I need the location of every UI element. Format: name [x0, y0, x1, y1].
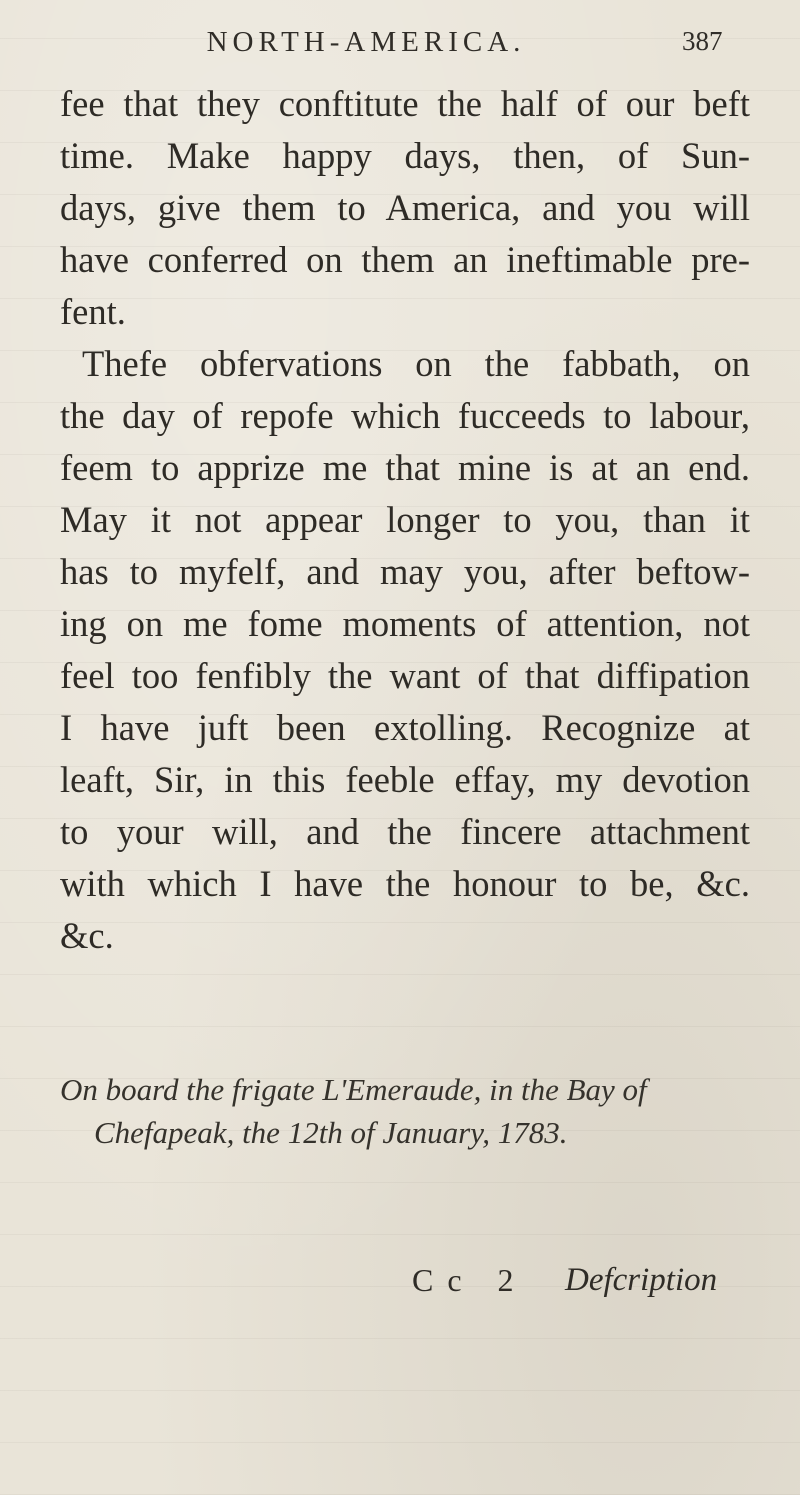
dateline-line: Chefapeak, the 12th of January, 1783. — [94, 1115, 568, 1150]
body-text — [60, 78, 750, 962]
text-line: &c. — [60, 915, 114, 956]
dateline — [60, 1068, 760, 1154]
text-line: feel too fenfibly the want of that diffipation — [60, 655, 750, 696]
paragraph-start-line: Thefe obfervations on the fabbath, on — [82, 343, 750, 384]
text-line: leaft, Sir, in this feeble effay, my devotion — [60, 759, 750, 800]
text-line: time. Make happy days, then, of Sun- — [60, 135, 750, 176]
text-line: to your will, and the fincere attachment — [60, 811, 750, 852]
dateline-line: On board the frigate L'Emeraude, in the Bay of — [60, 1072, 647, 1107]
page-number: 387 — [682, 26, 723, 56]
text-line: May it not appear longer to you, than it — [60, 499, 750, 540]
text-line: I have juft been extolling. Recognize at — [60, 707, 750, 748]
page-footer — [0, 1262, 800, 1312]
text-line: fent. — [60, 291, 126, 332]
text-line: the day of repofe which fucceeds to labour, — [60, 395, 750, 436]
running-head-title: NORTH-AMERICA. — [206, 26, 526, 58]
text-line: have conferred on them an ineftimable pre- — [60, 239, 750, 280]
text-line: has to myfelf, and may you, after beftow- — [60, 551, 750, 592]
catchword: Defcription — [565, 1262, 718, 1298]
text-line: feem to apprize me that mine is at an end. — [60, 447, 750, 488]
text-line: with which I have the honour to be, &c. — [60, 863, 750, 904]
running-head — [0, 26, 800, 66]
text-line: fee that they conftitute the half of our beft — [60, 83, 750, 124]
text-line: days, give them to America, and you will — [60, 187, 750, 228]
signature-mark: Cc 2 — [412, 1262, 528, 1298]
text-line: ing on me fome moments of attention, not — [60, 603, 750, 644]
